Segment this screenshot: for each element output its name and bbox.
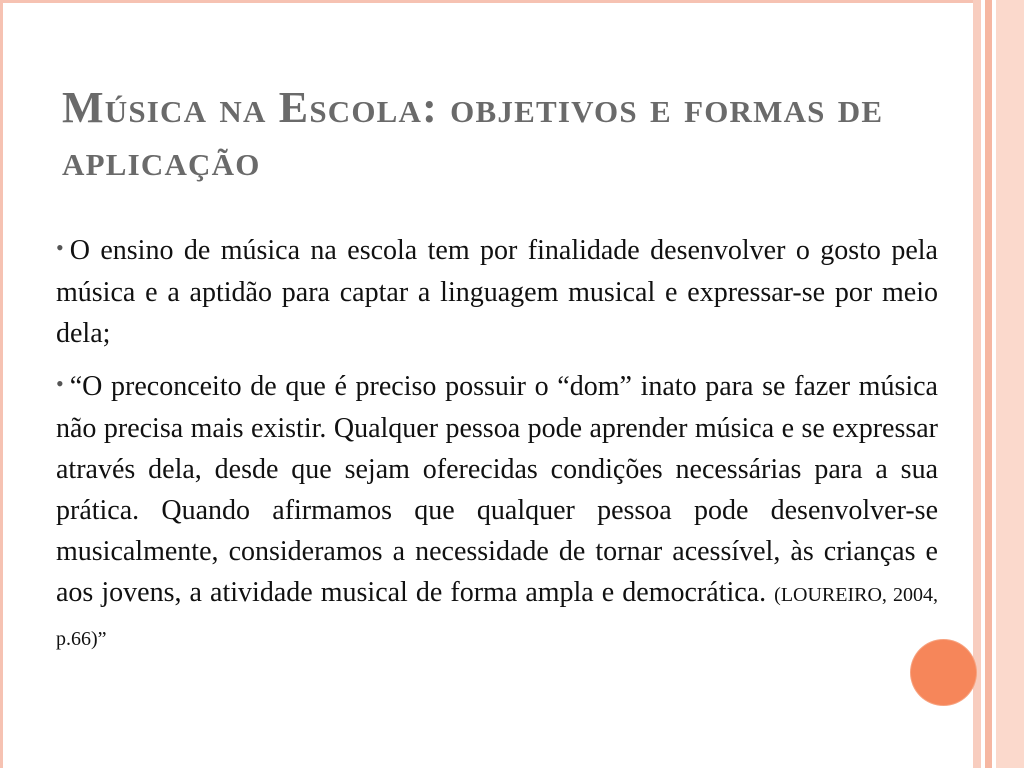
- slide-title: Música na Escola: objetivos e formas de aplicação: [62, 83, 884, 185]
- decorative-stripes: [973, 0, 1024, 768]
- bullet-item: [56, 230, 938, 354]
- stripe: [973, 0, 981, 768]
- citation: (LOUREIRO, 2004, p.66)”: [56, 584, 939, 650]
- bullet-text: O ensino de música na escola tem por finalidade desenvolver o gosto pela música e a aptidão para captar a linguagem musical e expressar-se por meio dela;: [56, 235, 938, 349]
- bullet-icon: •: [56, 235, 64, 260]
- bullet-icon: •: [56, 371, 64, 396]
- stripe: [985, 0, 992, 768]
- stripe: [996, 0, 1024, 768]
- bullet-text: “O preconceito de que é preciso possuir o “dom” inato para se fazer música não precisa mais existir. Qualquer pessoa pode aprender música e se expressar através dela, desde que sejam oferecidas condições necessárias para a sua prática. Quando afirmamos que qualquer pessoa pode desenvolver-se musicalmente, consideramos a necessidade de tornar acessível, às crianças e aos jovens, a atividade musical de forma ampla e democrática.: [56, 371, 938, 608]
- bullet-item: [56, 366, 938, 660]
- decorative-circle: [911, 640, 976, 705]
- slide-content: [56, 230, 938, 672]
